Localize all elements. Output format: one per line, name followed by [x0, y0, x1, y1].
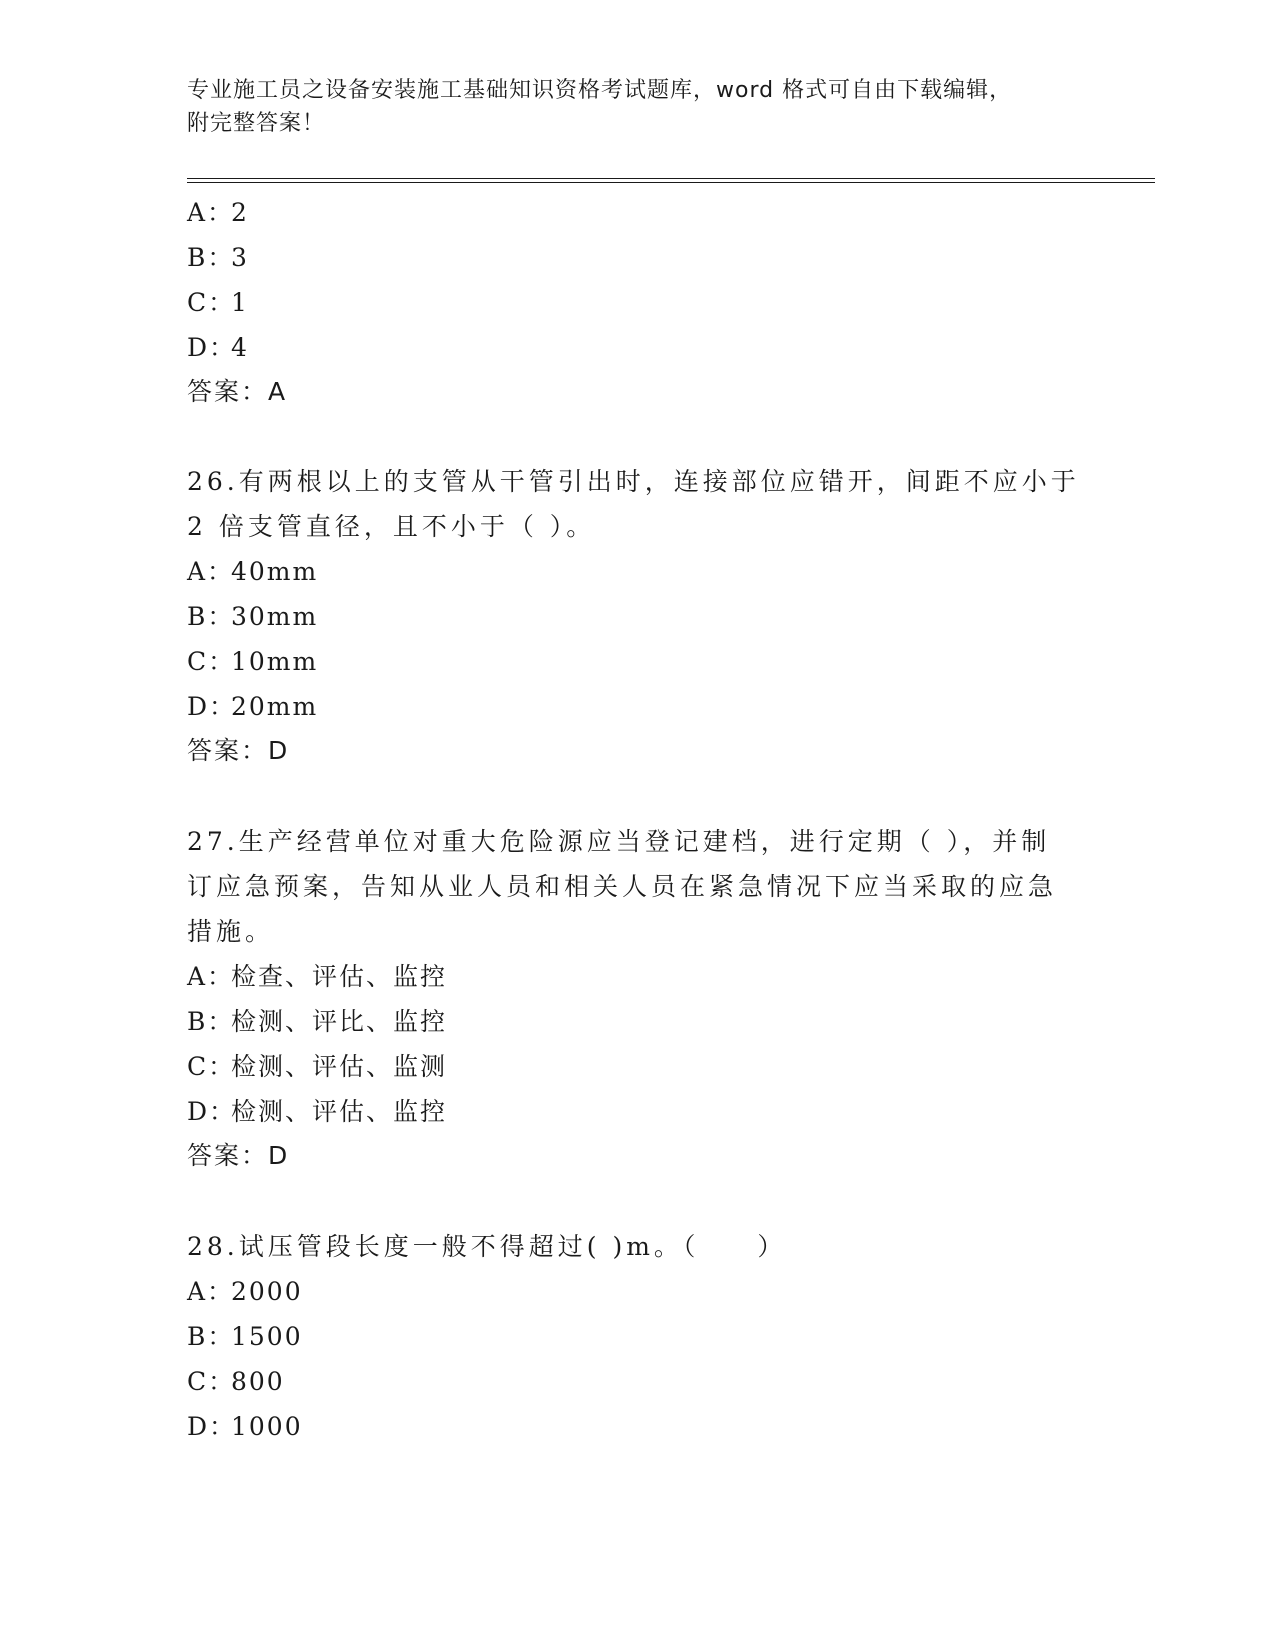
- document-header: 专业施工员之设备安装施工基础知识资格考试题库，word 格式可自由下载编辑， 附完整答案！: [187, 78, 1013, 136]
- option-value: 800: [231, 1367, 285, 1396]
- option-label: B：: [187, 1007, 235, 1036]
- option-label: A：: [187, 198, 235, 227]
- option-a: [187, 1272, 303, 1308]
- option-value: 1500: [231, 1322, 303, 1351]
- option-d: [187, 1092, 447, 1128]
- option-a: [187, 552, 318, 588]
- option-value: 检查、评估、监控: [231, 962, 448, 991]
- option-value: 检测、评估、监控: [231, 1097, 448, 1126]
- option-value: 4: [231, 333, 249, 362]
- option-label: C：: [187, 1052, 236, 1081]
- option-c: [187, 1362, 285, 1398]
- option-c: [187, 642, 318, 678]
- option-label: B：: [187, 602, 235, 631]
- option-label: B：: [187, 243, 235, 272]
- option-b: [187, 238, 249, 274]
- answer-line: 答案：D: [187, 1141, 290, 1170]
- answer-line: 答案：D: [187, 736, 290, 765]
- header-rule-top: [187, 178, 1155, 179]
- option-d: [187, 687, 318, 723]
- option-label: B：: [187, 1322, 235, 1351]
- question-27-line-3: 措施。: [187, 917, 275, 946]
- option-c: [187, 283, 249, 319]
- option-label: C：: [187, 1367, 236, 1396]
- option-label: C：: [187, 647, 236, 676]
- question-28-line-1: 28.试压管段长度一般不得超过( )m。（ ）: [187, 1232, 787, 1261]
- option-value: 2: [231, 198, 249, 227]
- option-c: [187, 1047, 447, 1083]
- option-a: [187, 957, 447, 993]
- option-label: A：: [187, 1277, 235, 1306]
- question-26-line-1: 26.有两根以上的支管从干管引出时，连接部位应错开，间距不应小于: [187, 467, 1080, 496]
- answer-line: 答案：A: [187, 377, 288, 406]
- option-label: A：: [187, 557, 235, 586]
- option-value: 检测、评估、监测: [231, 1052, 448, 1081]
- option-value: 30mm: [231, 602, 319, 631]
- option-label: A：: [187, 962, 235, 991]
- option-b: [187, 597, 318, 633]
- option-value: 1000: [231, 1412, 303, 1441]
- option-value: 检测、评比、监控: [231, 1007, 448, 1036]
- option-value: 2000: [231, 1277, 303, 1306]
- option-a: [187, 193, 249, 229]
- option-value: 40mm: [231, 557, 319, 586]
- option-value: 3: [231, 243, 249, 272]
- question-27-line-2: 订应急预案，告知从业人员和相关人员在紧急情况下应当采取的应急: [187, 872, 1058, 901]
- option-label: D：: [187, 1097, 237, 1126]
- option-label: D：: [187, 692, 237, 721]
- option-b: [187, 1317, 303, 1353]
- option-value: 20mm: [231, 692, 319, 721]
- option-d: [187, 1407, 303, 1443]
- header-rule-bottom: [187, 182, 1155, 183]
- option-label: C：: [187, 288, 236, 317]
- option-value: 10mm: [231, 647, 319, 676]
- question-27-line-1: 27.生产经营单位对重大危险源应当登记建档，进行定期（ ），并制: [187, 827, 1051, 856]
- option-label: D：: [187, 333, 237, 362]
- question-26-line-2: 2 倍支管直径，且不小于（ ）。: [187, 512, 596, 541]
- option-d: [187, 328, 249, 364]
- option-b: [187, 1002, 447, 1038]
- option-value: 1: [231, 288, 249, 317]
- option-label: D：: [187, 1412, 237, 1441]
